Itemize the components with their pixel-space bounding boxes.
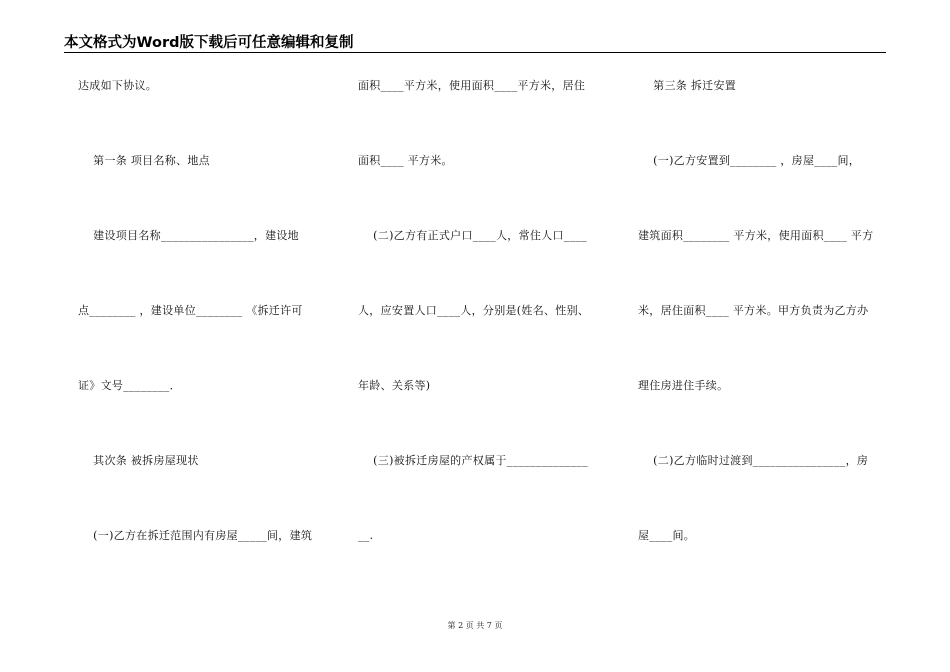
paragraph-line: 建设项目名称________________，建设地: [78, 229, 299, 242]
paragraph-line: 达成如下协议。: [78, 79, 158, 92]
paragraph-line: 理住房进住手续。: [638, 379, 729, 392]
paragraph-line: 人，应安置人口____人，分别是(姓名、性别、: [358, 304, 590, 317]
paragraph-line: (一)乙方在拆迁范围内有房屋_____间，建筑: [78, 529, 313, 542]
paragraph-line: 其次条 被拆房屋现状: [78, 454, 199, 467]
paragraph-line: (二)乙方有正式户口____人，常住人口____: [358, 229, 587, 242]
text-column-2: [358, 0, 608, 600]
paragraph-line: 面积____ 平方米。: [358, 154, 453, 167]
paragraph-line: 屋____间。: [638, 529, 696, 542]
paragraph-line: 第一条 项目名称、地点: [78, 154, 210, 167]
text-column-3: [638, 0, 888, 600]
paragraph-line: 第三条 拆迁安置: [638, 79, 737, 92]
paragraph-line: __.: [358, 529, 374, 542]
paragraph-line: (一)乙方安置到________ ，房屋____间，: [638, 154, 861, 167]
paragraph-line: 年龄、关系等): [358, 379, 431, 392]
paragraph-line: 面积____平方米，使用面积____平方米，居住: [358, 79, 586, 92]
paragraph-line: 证》文号________．: [78, 379, 181, 392]
document-header-title: 本文格式为Word版下载后可任意编辑和复制: [64, 35, 354, 51]
page-number: 第 2 页 共 7 页: [447, 621, 503, 630]
text-column-1: [78, 0, 328, 600]
paragraph-line: 点________ ，建设单位________ 《拆迁许可: [78, 304, 303, 317]
paragraph-line: (三)被拆迁房屋的产权属于______________: [358, 454, 588, 467]
paragraph-line: (二)乙方临时过渡到________________，房: [638, 454, 869, 467]
paragraph-line: 米，居住面积____ 平方米。甲方负责为乙方办: [638, 304, 869, 317]
paragraph-line: 建筑面积________ 平方米，使用面积____ 平方: [638, 229, 874, 242]
